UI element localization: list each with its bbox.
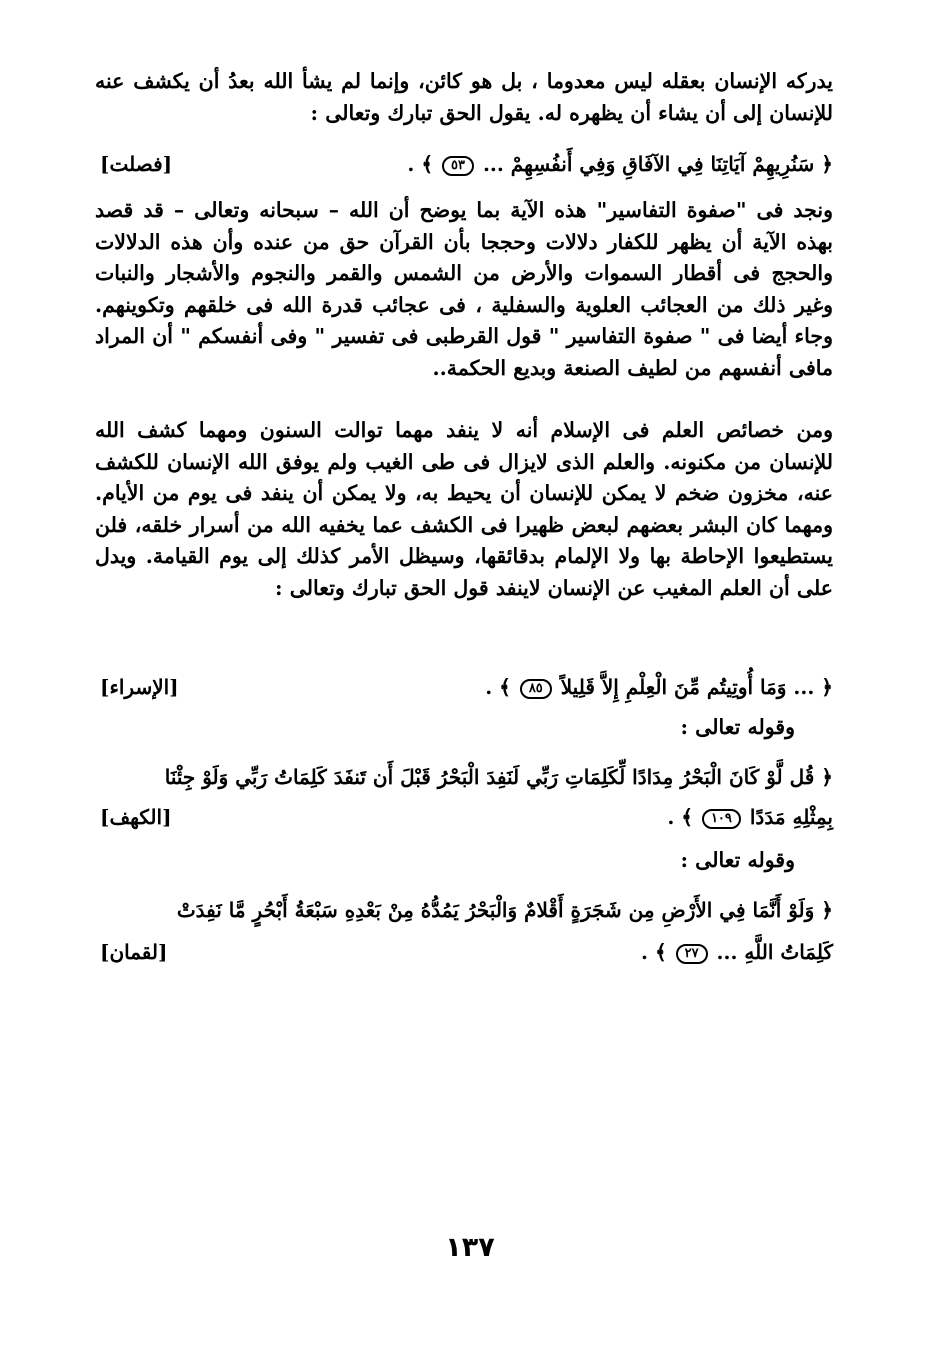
verse-isra [95,670,833,704]
verse-number: ٨٥ [520,679,552,699]
surah-reference: [الكهف] [100,805,172,829]
verse-luqman-line2 [95,935,833,969]
verse-number: ١٠٩ [702,809,741,829]
verse-kahf-line1 [95,760,833,794]
verse-text: ﴿ وَلَوْ أَنَّمَا فِي الأَرْضِ مِن شَجَرَةٍ أَقْلامٌ وَالْبَحْرُ يَمُدُّهُ مِنْ بَعْدِهِ سَبْعَةُ أَبْحُرٍ مَّا نَفِدَتْ [176,898,833,922]
verse-luqman-line1 [95,893,833,927]
verse-intro: وقوله تعالى : [680,848,795,872]
verse-intro: وقوله تعالى : [680,715,795,739]
verse-number: ٢٧ [676,944,708,964]
surah-reference: [الإسراء] [100,675,179,699]
paragraph-knowledge: ومن خصائص العلم فى الإسلام أنه لا ينفد مهما توالت السنون ومهما كشف الله للإنسان من مكنونه. والعلم الذى لايزال فى طى الغيب ولم يوفق الله الإنسان للكشف عنه، مخزون ضخم لا يمكن للإنسان أن يحيط به، ولا يمكن أن ينفد فى يوم من الأيام. ومهما كان البشر بعضهم لبعض ظهيرا فى الكشف عما يخفيه الله من أسرار خلقه، فلن يستطيعوا الإحاطة بها ولا الإلمام بدقائقها، وسيظل الأمر كذلك إلى يوم القيامة. ويدل على أن العلم المغيب عن الإنسان لاينفد قول الحق تبارك وتعالى : [95,418,833,600]
verse-text: كَلِمَاتُ اللَّهِ ... ٢٧ ﴾ . [641,940,833,964]
paragraph-intro: يدركه الإنسان بعقله ليس معدوما ، بل هو كائن، وإنما لم يشأ الله بعدُ أن يكشف عنه للإنسان إلى أن يشاء أن يظهره له. يقول الحق تبارك وتعالى : [95,69,833,125]
verse-kahf-line2 [95,800,833,834]
surah-reference: [لقمان] [100,940,168,964]
verse-text: ﴿ قُل لَّوْ كَانَ الْبَحْرُ مِدَادًا لِّكَلِمَاتِ رَبِّي لَنَفِدَ الْبَحْرُ قَبْلَ أَن تَنفَدَ كَلِمَاتُ رَبِّي وَلَوْ جِئْنَا [164,765,833,789]
verse-number: ٥٣ [442,156,474,176]
page-number: ١٣٧ [445,1232,495,1263]
verse-fussilat [95,147,833,181]
surah-reference: [فصلت] [100,152,173,176]
verse-text: ﴿ ... وَمَا أُوتِيتُم مِّنَ الْعِلْمِ إِلاَّ قَلِيلاً ٨٥ ﴾ . [485,675,833,699]
verse-text: بِمِثْلِهِ مَدَدًا ١٠٩ ﴾ . [667,805,833,829]
paragraph-safwat-tafasir: ونجد فى "صفوة التفاسير" هذه الآية بما يوضح أن الله – سبحانه وتعالى – قد قصد بهذه الآية أن يظهر للكفار دلالات وحججا بأن القرآن حق من عنده وأن هذه الدلالات والحجج فى أقطار السموات والأرض من الشمس والقمر والنجوم والأشجار والنبات وغير ذلك من العجائب العلوية والسفلية ، فى عجائب قدرة الله فى خلقهم وتكوينهم. وجاء أيضا فى " صفوة التفاسير " قول القرطبى فى تفسير " وفى أنفسكم " أن المراد مافى أنفسهم من لطيف الصنعة وبديع الحكمة.. [95,198,833,380]
verse-text: ﴿ سَنُرِيهِمْ آيَاتِنَا فِي الآفَاقِ وَفِي أَنفُسِهِمْ ... ٥٣ ﴾ . [407,152,833,176]
